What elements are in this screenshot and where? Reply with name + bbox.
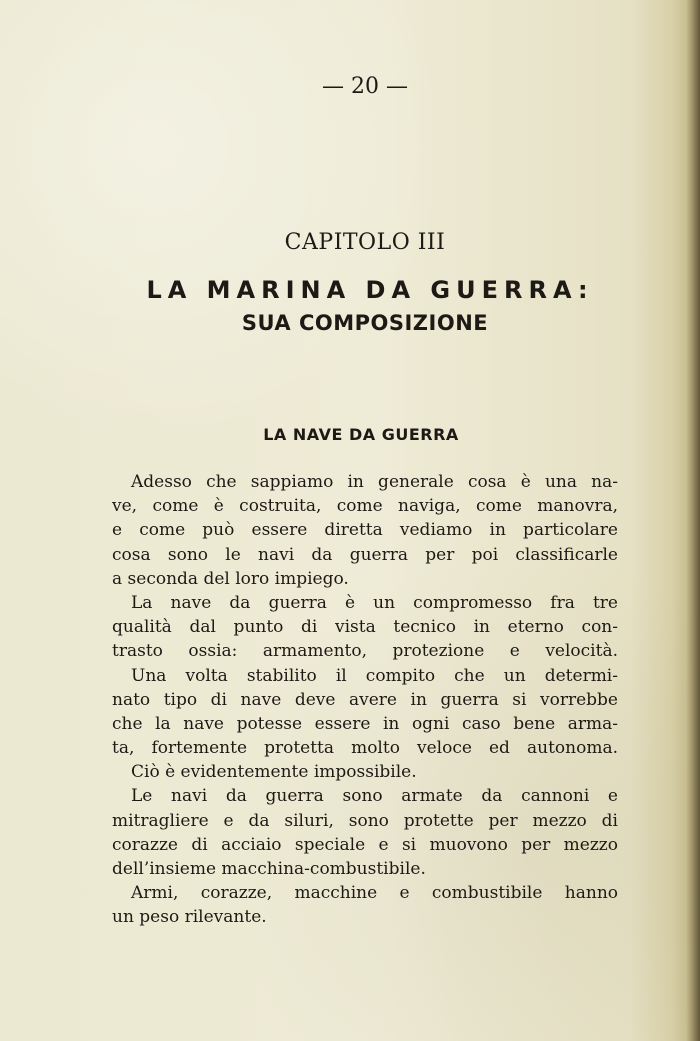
text-line: Ciò è evidentemente impossibile. [131, 762, 417, 783]
text-line: corazze di acciaio speciale e si muovono per mezzo [112, 834, 618, 855]
text-line: a seconda del loro impiego. [112, 568, 349, 589]
text-line: Una volta stabilito il compito che un determi- [131, 665, 618, 686]
page-number: — 20 — [322, 74, 408, 99]
text-line: cosa sono le navi da guerra per poi classificarle [112, 544, 618, 565]
text-line: nato tipo di nave deve avere in guerra si vorrebbe [112, 689, 618, 710]
text-line: che la nave potesse essere in ogni caso bene arma- [112, 713, 618, 734]
text-line: e come può essere diretta vediamo in particolare [112, 520, 618, 541]
text-line: Armi, corazze, macchine e combustibile hanno [131, 883, 618, 904]
text-line: trasto ossia: armamento, protezione e velocità. [112, 641, 618, 662]
text-line: Le navi da guerra sono armate da cannoni e [131, 786, 618, 807]
section-heading: LA NAVE DA GUERRA [263, 425, 459, 444]
chapter-title-line-2: SUA COMPOSIZIONE [241, 311, 489, 335]
chapter-title-line-1: LA MARINA DA GUERRA: [146, 276, 594, 304]
text-line: La nave da guerra è un compromesso fra tre [131, 592, 618, 613]
body-text [112, 470, 618, 930]
text-line: dell’insieme macchina-combustibile. [112, 859, 426, 879]
text-line: un peso rilevante. [112, 907, 267, 928]
text-line: Adesso che sappiamo in generale cosa è una na- [131, 472, 618, 492]
text-line: ta, fortemente protetta molto veloce ed autonoma. [112, 738, 618, 759]
book-spine-shadow [686, 0, 700, 1041]
text-line: qualità dal punto di vista tecnico in eterno con- [112, 617, 618, 638]
text-line: mitragliere e da siluri, sono protette per mezzo di [112, 810, 618, 831]
text-line: ve, come è costruita, come naviga, come manovra, [112, 496, 618, 517]
chapter-heading: CAPITOLO III [284, 230, 446, 255]
